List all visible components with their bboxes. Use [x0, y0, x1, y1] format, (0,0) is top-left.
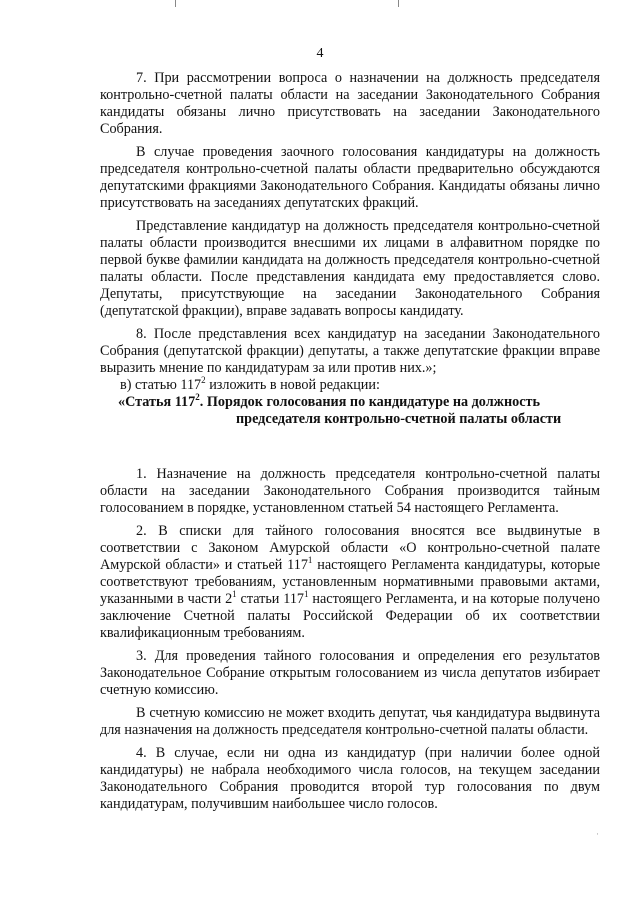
paragraph-8: 8. После представления всех кандидатур на заседании Законодательного Собрания (депутатской фракции) депутаты, а также депутатские фракции вправе выразить мнение по кандидатурам за или против них.»;	[100, 326, 600, 376]
margin-mark: ·	[596, 829, 599, 839]
clause-3: 3. Для проведения тайного голосования и определения его результатов Законодательное Собрание открытым голосованием из числа депутатов избирает счетную комиссию.	[100, 648, 600, 698]
clause-3-counting-commission: В счетную комиссию не может входить депутат, чья кандидатура выдвинута для назначения на должность председателя контрольно-счетной палаты области.	[100, 705, 600, 738]
document-body	[100, 70, 600, 819]
paragraph-candidate-presentation: Представление кандидатур на должность председателя контрольно-счетной палаты области производится внесшими их лицами в алфавитном порядке по первой букве фамилии кандидата на должность председателя контрольно-счетной палаты области. После представления кандидата ему предоставляется слово. Депутаты, присутствующие на заседании Законодательного Собрания (депутатской фракции), вправе задавать вопросы кандидату.	[100, 218, 600, 319]
paragraph-absentee-vote: В случае проведения заочного голосования кандидатуры на должность председателя контрольно-счетной палаты области предварительно обсуждаются депутатскими фракциями Законодательного Собрания. Кандидаты обязаны лично присутствовать на заседаниях депутатских фракций.	[100, 144, 600, 211]
article-heading: «Статья $117^2$. Порядок голосования по кандидатуре на должность председателя контрольно-счетной палаты области	[118, 392, 562, 427]
page-number: 4	[316, 46, 324, 61]
clause-1: 1. Назначение на должность председателя контрольно-счетной палаты области на заседании Законодательного Собрания производится тайным голосованием в порядке, установленном статьей 54 настоящего Регламента.	[100, 466, 600, 516]
scan-edge-mark	[398, 0, 399, 7]
clause-2: 2. В списки для тайного голосования вносятся все выдвинутые в соответствии с Законом Амурской области «О контрольно-счетной палате Амурской области» и статьей $117^1$ настоящего Регламента кандидатуры, которые соответствуют требованиям, установленным нормативными правовыми актами, указанными в части $2^1$ статьи $117^1$ настоящего Регламента, и на которые получено заключение Счетной палаты Российской Федерации об их соответствии квалификационным требованиям.	[100, 523, 600, 641]
amendment-intro: в) статью $117^2$ изложить в новой редакции:	[120, 375, 380, 393]
paragraph-7: 7. При рассмотрении вопроса о назначении на должность председателя контрольно-счетной палаты области на заседании Законодательного Собрания кандидаты обязаны лично присутствовать на заседании Законодательного Собрания.	[100, 70, 600, 137]
scan-edge-mark	[175, 0, 176, 7]
clause-4: 4. В случае, если ни одна из кандидатур (при наличии более одной кандидатуры) не набрала необходимого числа голосов, на текущем заседании Законодательного Собрания проводится второй тур голосования по двум кандидатурам, получившим наибольшее число голосов.	[100, 745, 600, 812]
